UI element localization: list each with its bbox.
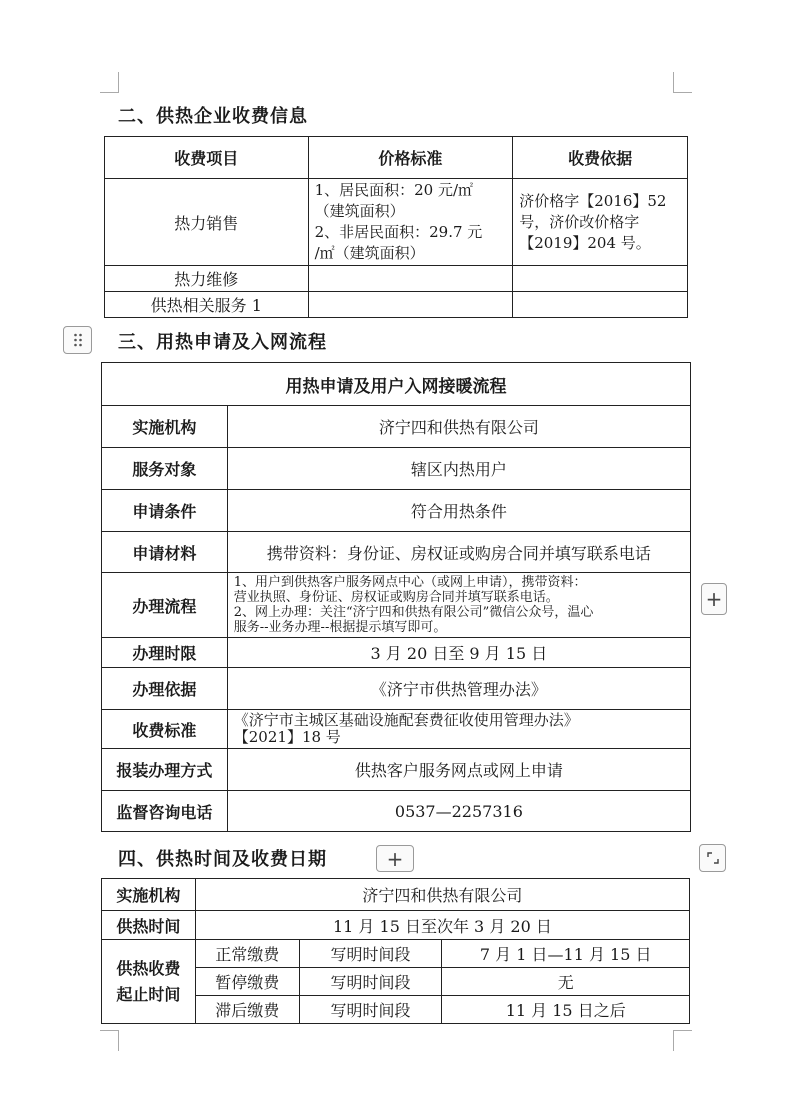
institution-value: 济宁四和供热有限公司 (195, 879, 689, 911)
cell-line: 济宁四和供热有限公司 (378, 418, 539, 437)
heating-time-label: 供热时间 (102, 911, 196, 940)
page-corner-mark-tl (100, 72, 119, 93)
cell-line: 携带资料：身份证、房权证或购房合同并填写联系电话 (266, 543, 651, 563)
process-row (102, 710, 691, 749)
section4-heading: 四、供热时间及收费日期 (118, 849, 327, 870)
expand-corner-button[interactable] (699, 844, 726, 872)
fee-item-cell: 供热相关服务 1 (105, 292, 309, 318)
expand-corner-icon (707, 852, 719, 864)
process-row-value (227, 490, 690, 532)
fee-basis-cell (513, 266, 688, 292)
fee-note-cell: 写明时间段 (299, 968, 442, 996)
process-table-title: 用热申请及用户入网接暖流程 (102, 363, 691, 406)
process-row-label: 办理依据 (102, 668, 228, 710)
section2-heading: 二、供热企业收费信息 (118, 106, 308, 127)
section3-heading: 三、用热申请及入网流程 (118, 332, 327, 353)
process-row-value (227, 638, 690, 668)
fee-type-cell: 滞后缴费 (195, 996, 299, 1024)
add-block-button[interactable] (376, 845, 414, 872)
process-row (102, 490, 691, 532)
price-standard-cell (308, 179, 513, 266)
drag-handle-button[interactable] (63, 326, 92, 354)
process-row-value (227, 710, 690, 749)
cell-line: 0537—2257316 (394, 801, 523, 821)
application-process-table (101, 362, 691, 832)
cell-line: 《济宁市主城区基础设施配套费征收使用管理办法》 (233, 711, 579, 729)
process-row-value (227, 668, 690, 710)
process-row (102, 406, 691, 448)
fee-type-cell: 正常缴费 (195, 940, 299, 968)
process-row (102, 448, 691, 490)
process-row-label: 申请材料 (102, 532, 228, 573)
cell-line: 1、用户到供热客户服务网点中心（或网上申请），携带资料： (233, 575, 587, 590)
fee-item-cell: 热力维修 (105, 266, 309, 292)
process-row-value (227, 448, 690, 490)
process-row-label: 监督咨询电话 (102, 791, 228, 832)
process-row-label: 报装办理方式 (102, 749, 228, 791)
process-row-label: 服务对象 (102, 448, 228, 490)
process-row-value (227, 749, 690, 791)
plus-icon: + (386, 846, 404, 871)
fee-info-table (104, 136, 688, 318)
cell-line: 济价格字【2016】52 (519, 191, 667, 210)
cell-line: 营业执照、身份证、房权证或购房合同并填写联系电话。 (233, 590, 559, 605)
cell-line: 2、网上办理：关注“济宁四和供热有限公司”微信公众号，温心 (233, 605, 594, 620)
page-corner-mark-tr (673, 72, 692, 93)
price-standard-cell (308, 292, 513, 318)
process-row-label: 申请条件 (102, 490, 228, 532)
fee-note-cell: 写明时间段 (299, 996, 442, 1024)
process-row-label: 实施机构 (102, 406, 228, 448)
cell-line: 辖区内热用户 (410, 460, 507, 479)
process-row-value (227, 532, 690, 573)
cell-line: 号，济价改价格字 (519, 212, 640, 231)
process-row-value (227, 791, 690, 832)
header-fee-basis: 收费依据 (513, 137, 688, 179)
process-row (102, 749, 691, 791)
cell-line: 【2019】204 号。 (519, 233, 651, 252)
heating-time-value: 11 月 15 日至次年 3 月 20 日 (195, 911, 689, 940)
process-row-value (227, 406, 690, 448)
process-row (102, 668, 691, 710)
cell-line: 供热收费 (116, 958, 181, 978)
header-fee-item: 收费项目 (105, 137, 309, 179)
process-row-label: 办理流程 (102, 573, 228, 638)
fee-item-cell: 热力销售 (105, 179, 309, 266)
cell-line: 2、非居民面积：29.7 元 (314, 223, 483, 241)
cell-line: （建筑面积） (314, 202, 405, 220)
fee-basis-cell (513, 292, 688, 318)
fee-note-cell: 写明时间段 (299, 940, 442, 968)
institution-label: 实施机构 (102, 879, 196, 911)
process-row (102, 791, 691, 832)
cell-line: 【2021】18 号 (233, 728, 341, 746)
cell-line: 符合用热条件 (410, 502, 507, 521)
process-row (102, 573, 691, 638)
cell-line: 起止时间 (116, 984, 181, 1004)
fee-period-label (102, 940, 196, 1024)
process-row (102, 532, 691, 573)
fee-type-cell: 暂停缴费 (195, 968, 299, 996)
fee-date-cell: 11 月 15 日之后 (442, 996, 690, 1024)
heating-time-table (101, 878, 690, 1024)
cell-line: 1、居民面积：20 元/㎡ (314, 181, 474, 199)
price-standard-cell (308, 266, 513, 292)
header-price-standard: 价格标准 (308, 137, 513, 179)
process-row-value (227, 573, 690, 638)
fee-date-cell: 7 月 1 日—11 月 15 日 (442, 940, 690, 968)
page-corner-mark-br (673, 1030, 692, 1051)
cell-line: 3 月 20 日至 9 月 15 日 (370, 644, 548, 663)
page-corner-mark-bl (100, 1030, 119, 1051)
cell-line: /㎡（建筑面积） (314, 244, 425, 262)
cell-line: 供热客户服务网点或网上申请 (354, 761, 563, 780)
cell-line: 《济宁市供热管理办法》 (370, 680, 547, 699)
process-row-label: 收费标准 (102, 710, 228, 749)
process-row (102, 638, 691, 668)
cell-line: 服务--业务办理--根据提示填写即可。 (233, 620, 447, 635)
plus-icon: + (705, 587, 723, 611)
add-row-button[interactable] (701, 583, 727, 615)
drag-dots-icon (73, 333, 83, 347)
process-row-label: 办理时限 (102, 638, 228, 668)
fee-date-cell: 无 (442, 968, 690, 996)
fee-basis-cell (513, 179, 688, 266)
